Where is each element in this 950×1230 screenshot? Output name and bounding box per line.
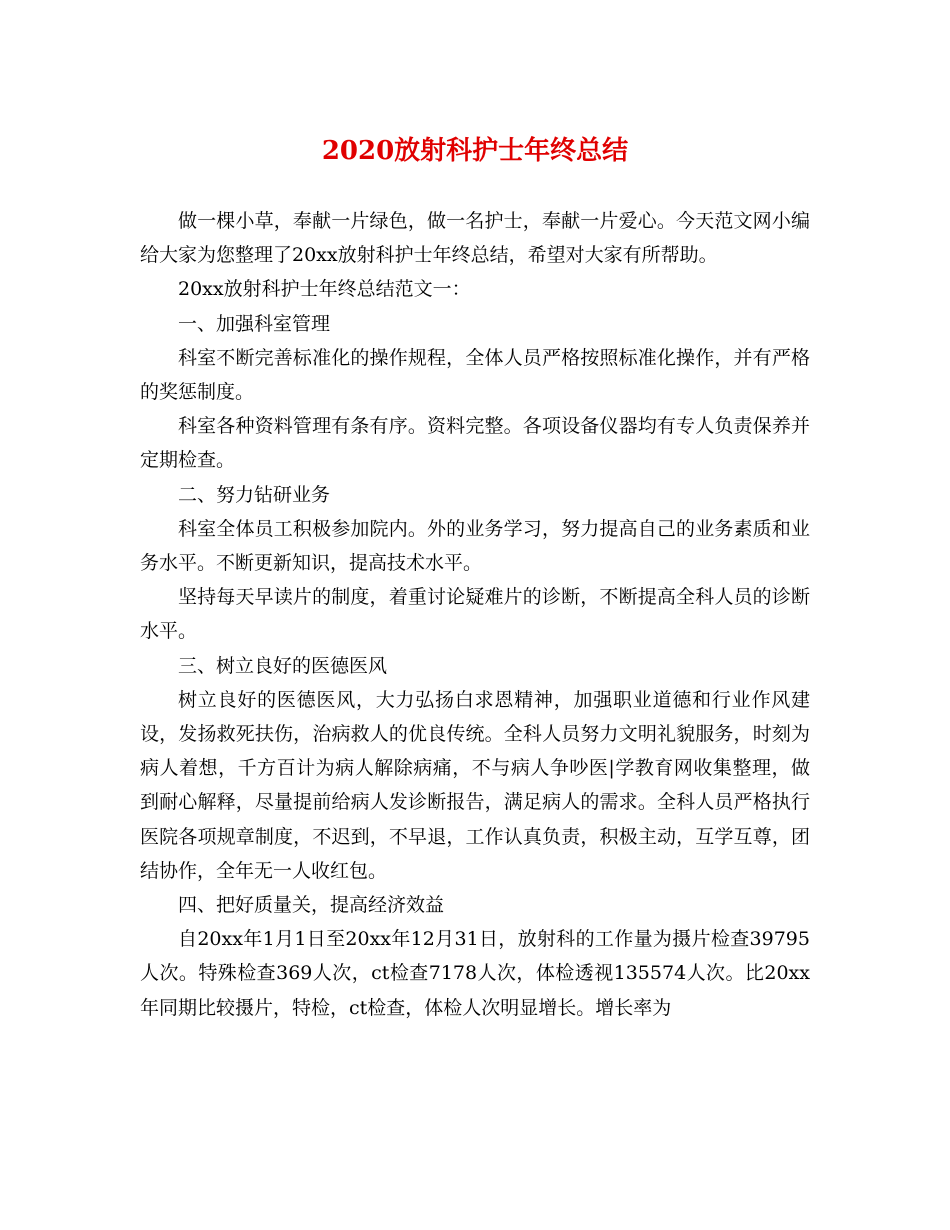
section-heading-3: 三、树立良好的医德医风: [178, 654, 388, 677]
sample-heading: 20xx放射科护士年终总结范文一：: [178, 278, 471, 301]
body-paragraph: 科室全体员工积极参加院内。外的业务学习，努力提高自己的业务素质和业务水平。不断更新知识，提高技术水平。: [140, 517, 810, 575]
body-paragraph: 坚持每天早读片的制度，着重讨论疑难片的诊断，不断提高全科人员的诊断水平。: [140, 586, 810, 643]
section-heading-4: 四、把好质量关，提高经济效益: [178, 894, 445, 917]
body-paragraph: 树立良好的医德医风，大力弘扬白求恩精神，加强职业道德和行业作风建设，发扬救死扶伤，治病救人的优良传统。全科人员努力文明礼貌服务，时刻为病人着想，千方百计为病人解除病痛，不与病人争吵医|学教育网收集整理，做到耐心解释，尽量提前给病人发诊断报告，满足病人的需求。全科人员严格执行医院各项规章制度，不迟到，不早退，工作认真负责，积极主动，互学互尊，团结协作，全年无一人收红包。: [140, 688, 810, 882]
intro-paragraph: 做一棵小草，奉献一片绿色，做一名护士，奉献一片爱心。今天范文网小编给大家为您整理了20xx放射科护士年终总结，希望对大家有所帮助。: [140, 210, 810, 267]
document-title: 2020放射科护士年终总结: [321, 136, 629, 166]
body-paragraph: 科室各种资料管理有条有序。资料完整。各项设备仪器均有专人负责保养并定期检查。: [140, 415, 810, 472]
body-paragraph: 自20xx年1月1日至20xx年12月31日，放射科的工作量为摄片检查39795人次。特殊检查369人次，ct检查7178人次，体检透视135574人次。比20xx年同期比较摄片，特检，ct检查，体检人次明显增长。增长率为: [140, 928, 810, 1019]
section-heading-2: 二、努力钻研业务: [178, 483, 331, 506]
document-body: [140, 204, 810, 1025]
section-heading-1: 一、加强科室管理: [178, 312, 331, 335]
body-paragraph: 科室不断完善标准化的操作规程，全体人员严格按照标准化操作，并有严格的奖惩制度。: [140, 346, 810, 404]
